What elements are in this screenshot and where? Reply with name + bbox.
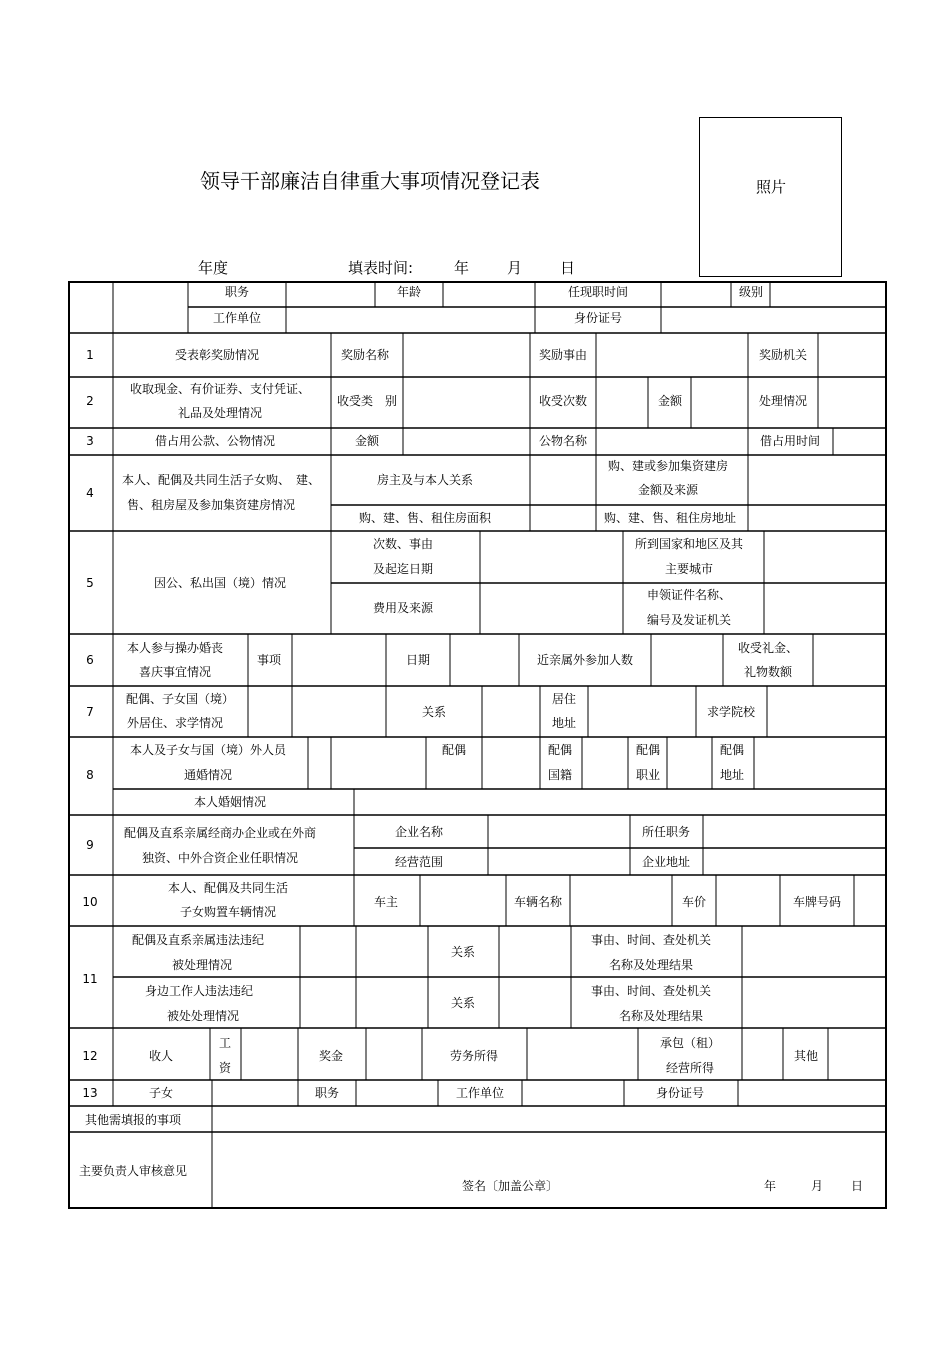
row-item-label: 本人参与操办婚丧	[126, 641, 224, 655]
destination-label: 所到国家和地区及其	[634, 537, 744, 551]
work-unit-label: 工作单位	[212, 311, 262, 325]
car-owner-label: 车主	[373, 895, 399, 909]
receipt-type-label: 收受类 别	[336, 394, 398, 408]
row-item-label: 受表彰奖励情况	[174, 348, 260, 362]
contract-income-label: 经营所得	[665, 1061, 715, 1075]
violation-detail-label: 名称及处理结果	[608, 958, 694, 972]
relation-label: 关系	[421, 705, 447, 719]
spouse-occupation-label: 职业	[635, 768, 661, 782]
row-item-label: 配偶及直系亲属经商办企业或在外商	[123, 826, 317, 840]
row-number: 1	[86, 348, 94, 362]
violation-detail-label: 事由、时间、查处机关	[590, 933, 712, 947]
gift-amount-label: 礼物数额	[743, 665, 793, 679]
other-income-label: 其他	[793, 1049, 819, 1063]
row-item-label: 礼品及处理情况	[177, 406, 263, 420]
house-amount-label: 购、建或参加集资建房	[607, 459, 729, 473]
relation-label: 关系	[450, 996, 476, 1010]
receipt-count-label: 收受次数	[538, 394, 588, 408]
row-item-label: 借占用公款、公物情况	[154, 434, 276, 448]
attendee-count-label: 近亲属外参加人数	[536, 653, 634, 667]
sign-day-label: 日	[850, 1179, 864, 1193]
row-number: 13	[82, 1086, 98, 1100]
row-item-label: 喜庆事宜情况	[138, 665, 212, 679]
salary-label: 资	[218, 1061, 232, 1075]
row-item-label: 因公、私出国（境）情况	[153, 576, 287, 590]
row-number: 10	[82, 895, 98, 909]
marital-status-label: 本人婚姻情况	[193, 795, 267, 809]
company-position-label: 所任职务	[641, 825, 691, 839]
date-label: 日期	[405, 653, 431, 667]
row-item-label: 配偶、子女国（境）	[125, 692, 235, 706]
row-number: 9	[86, 838, 94, 852]
row-item-label: 外居住、求学情况	[126, 716, 224, 730]
passport-label: 申领证件名称、	[646, 588, 732, 602]
row-item-label: 本人、配偶及共同生活子女购、 建、	[121, 473, 321, 487]
row-item-label: 被处处理情况	[166, 1009, 240, 1023]
sign-month-label: 月	[810, 1179, 824, 1193]
row-item-label: 本人、配偶及共同生活	[167, 881, 289, 895]
row-item-label: 本人及子女与国（境）外人员	[129, 743, 287, 757]
business-scope-label: 经营范围	[394, 855, 444, 869]
company-address-label: 企业地址	[641, 855, 691, 869]
company-name-label: 企业名称	[394, 825, 444, 839]
id-no-label: 身份证号	[655, 1086, 705, 1100]
row-number: 7	[86, 705, 94, 719]
row-item-label: 通婚情况	[183, 768, 233, 782]
form-title: 领导干部廉洁自律重大事项情况登记表	[200, 169, 540, 193]
relation-label: 关系	[450, 945, 476, 959]
photo-label: 照片	[756, 178, 787, 196]
row-item-label: 被处理情况	[171, 958, 233, 972]
expense-source-label: 费用及来源	[372, 601, 434, 615]
house-amount-label: 金额及来源	[637, 483, 699, 497]
other-items-label: 其他需填报的事项	[84, 1113, 182, 1127]
sign-year-label: 年	[763, 1179, 777, 1193]
year-label: 年度	[198, 259, 229, 277]
spouse-address-label: 地址	[719, 768, 745, 782]
row-item-label: 独资、中外合资企业任职情况	[141, 851, 299, 865]
award-authority-label: 奖励机关	[758, 348, 808, 362]
spouse-nationality-label: 配偶	[547, 743, 573, 757]
position-label: 职务	[314, 1086, 340, 1100]
school-label: 求学院校	[706, 705, 756, 719]
spouse-occupation-label: 配偶	[635, 743, 661, 757]
appoint-time-label: 任现职时间	[567, 285, 629, 299]
spouse-address-label: 配偶	[719, 743, 745, 757]
review-opinion-label: 主要负责人审核意见	[78, 1164, 188, 1178]
handling-label: 处理情况	[758, 394, 808, 408]
fill-time-year: 年	[454, 259, 470, 277]
passport-label: 编号及发证机关	[646, 613, 732, 627]
trip-count-label: 次数、事由	[372, 537, 434, 551]
car-name-label: 车辆名称	[513, 895, 563, 909]
row-number: 4	[86, 486, 94, 500]
row-item-label: 身边工作人违法违纪	[144, 984, 254, 998]
award-reason-label: 奖励事由	[538, 348, 588, 362]
car-price-label: 车价	[681, 895, 707, 909]
award-name-label: 奖励名称	[340, 348, 390, 362]
row-number: 6	[86, 653, 94, 667]
position-label: 职务	[224, 285, 250, 299]
gift-amount-label: 收受礼金、	[737, 641, 799, 655]
fill-time-month: 月	[507, 259, 523, 277]
event-label: 事项	[256, 653, 282, 667]
children-label: 子女	[148, 1086, 174, 1100]
level-label: 级别	[738, 285, 764, 299]
violation-detail-label: 名称及处理结果	[618, 1009, 704, 1023]
row-number: 5	[86, 576, 94, 590]
borrow-time-label: 借占用时间	[759, 434, 821, 448]
residence-label: 地址	[551, 716, 577, 730]
salary-label: 工	[218, 1036, 232, 1050]
row-item-label: 收人	[148, 1049, 174, 1063]
amount-label: 金额	[354, 434, 380, 448]
spouse-label: 配偶	[441, 743, 467, 757]
contract-income-label: 承包（租）	[659, 1036, 721, 1050]
row-item-label: 子女购置车辆情况	[179, 905, 277, 919]
row-item-label: 配偶及直系亲属违法违纪	[131, 933, 265, 947]
house-area-label: 购、建、售、租住房面积	[358, 511, 492, 525]
row-number: 8	[86, 768, 94, 782]
cell-labels	[79, 284, 863, 1193]
violation-detail-label: 事由、时间、查处机关	[590, 984, 712, 998]
signature-label: 签名〔加盖公章〕	[461, 1179, 559, 1193]
fill-time-label: 填表时间:	[348, 259, 414, 277]
work-unit-label: 工作单位	[455, 1086, 505, 1100]
asset-name-label: 公物名称	[538, 434, 588, 448]
bonus-label: 奖金	[318, 1049, 344, 1063]
id-no-label: 身份证号	[573, 311, 623, 325]
amount-label: 金额	[657, 394, 683, 408]
trip-count-label: 及起迄日期	[372, 562, 434, 576]
row-item-label: 收取现金、有价证券、支付凭证、	[129, 382, 311, 396]
row-number: 3	[86, 434, 94, 448]
row-item-label: 售、租房屋及参加集资建房情况	[126, 498, 296, 512]
fill-time-day: 日	[560, 259, 576, 277]
owner-relation-label: 房主及与本人关系	[376, 473, 474, 487]
service-income-label: 劳务所得	[449, 1049, 499, 1063]
row-number: 12	[82, 1049, 98, 1063]
age-label: 年龄	[396, 285, 422, 299]
destination-label: 主要城市	[664, 562, 714, 576]
spouse-nationality-label: 国籍	[547, 768, 573, 782]
house-address-label: 购、建、售、租住房地址	[603, 511, 737, 525]
row-number: 11	[82, 972, 98, 986]
plate-number-label: 车牌号码	[792, 895, 842, 909]
row-number: 2	[86, 394, 94, 408]
residence-label: 居住	[551, 692, 577, 706]
